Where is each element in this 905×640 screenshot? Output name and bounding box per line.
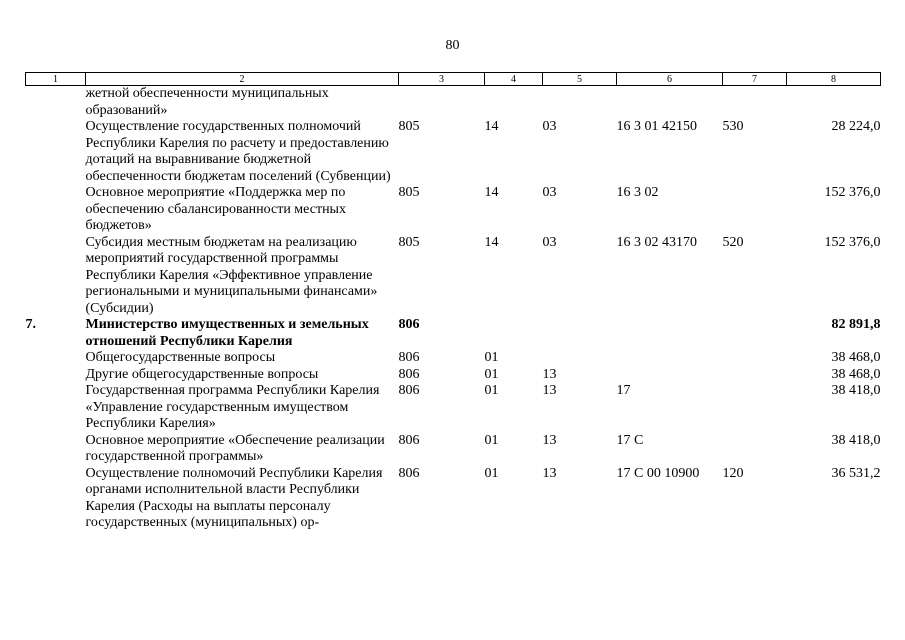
expense-type-code-cell	[723, 350, 787, 367]
expense-type-code-cell: 520	[722, 234, 744, 250]
row-number-cell	[26, 367, 86, 384]
section-code-cell	[485, 317, 543, 350]
row-number-cell	[26, 466, 86, 532]
target-article-code-cell: 17 С 00 10900	[616, 465, 700, 481]
subsection-code-cell: 13	[542, 465, 557, 481]
row-number-cell	[26, 119, 86, 185]
ministry-code-cell: 806	[398, 383, 420, 398]
row-number-cell	[26, 433, 86, 466]
target-article-code-cell	[617, 350, 723, 367]
subsection-code-cell: 13	[542, 383, 557, 398]
item-name-cell: Государственная программа Республики Карелия «Управление государственным имуществом Республики Карелия»	[85, 383, 380, 431]
ministry-code-cell: 806	[398, 366, 420, 382]
row-number-cell	[26, 350, 86, 367]
amount-cell: 152 376,0	[824, 185, 881, 200]
column-header-4: 4	[485, 73, 543, 86]
table-row	[26, 466, 881, 532]
target-article-code-cell: 16 3 02	[616, 185, 659, 200]
expense-type-code-cell	[723, 367, 787, 384]
amount-cell: 28 224,0	[831, 119, 881, 134]
table-body	[26, 86, 881, 532]
item-name-cell: Осуществление государственных полномочий Республики Карелия по расчету и предоставлению дотаций на выравнивание бюджетной обеспеченности бюджетам поселений (Субвенции)	[85, 119, 391, 184]
row-number-cell	[26, 185, 86, 235]
subsection-code-cell	[543, 86, 617, 120]
page-number: 80	[445, 38, 460, 53]
section-code-cell: 01	[484, 366, 499, 382]
section-code-cell: 14	[484, 119, 499, 134]
expense-type-code-cell	[723, 185, 787, 235]
column-header-7: 7	[723, 73, 787, 86]
column-header-1: 1	[26, 73, 86, 86]
row-number-cell	[26, 86, 86, 120]
expense-type-code-cell	[723, 317, 787, 350]
item-name-cell: жетной обеспеченности муниципальных образований»	[85, 86, 329, 118]
target-article-code-cell	[617, 86, 723, 120]
expense-type-code-cell	[723, 86, 787, 120]
subsection-code-cell: 03	[542, 234, 557, 250]
section-code-cell: 14	[484, 185, 499, 200]
table-row	[26, 317, 881, 350]
item-name-cell: Субсидия местным бюджетам на реализацию мероприятий государственной программы Республики Карелия «Эффективное управление региональными и муниципальными финансами» (Субсидии)	[85, 234, 378, 316]
amount-cell: 152 376,0	[824, 234, 881, 250]
subsection-code-cell: 13	[542, 432, 557, 448]
target-article-code-cell: 16 3 01 42150	[616, 119, 697, 134]
amount-cell: 82 891,8	[831, 317, 881, 332]
item-name-cell: Другие общегосударственные вопросы	[85, 366, 319, 382]
subsection-code-cell: 13	[542, 366, 557, 382]
ministry-code-cell: 805	[398, 234, 420, 250]
expense-type-code-cell	[723, 383, 787, 433]
amount-cell: 38 418,0	[831, 383, 881, 398]
item-name-cell: Министерство имущественных и земельных отношений Республики Карелия	[85, 317, 369, 349]
column-number-header	[26, 73, 881, 86]
table-row	[26, 185, 881, 235]
table-row	[26, 433, 881, 466]
amount-cell: 38 468,0	[831, 366, 881, 382]
ministry-code-cell	[399, 86, 485, 120]
table-row	[26, 86, 881, 120]
column-header-6: 6	[617, 73, 723, 86]
target-article-code-cell: 17	[616, 383, 631, 398]
expense-type-code-cell: 530	[722, 119, 744, 134]
ministry-code-cell: 806	[398, 465, 420, 481]
table-row	[26, 119, 881, 185]
target-article-code-cell: 17 С	[616, 432, 644, 448]
item-name-cell: Основное мероприятие «Поддержка мер по обеспечению сбалансированности местных бюджетов»	[85, 185, 346, 233]
amount-cell	[787, 86, 881, 120]
section-code-cell: 01	[484, 383, 499, 398]
subsection-code-cell: 03	[542, 185, 557, 200]
item-name-cell: Осуществление полномочий Республики Карелия органами исполнительной власти Республики Карелия (Расходы на выплаты персоналу государственных (муниципальных) ор-	[85, 465, 383, 530]
ministry-code-cell: 806	[398, 432, 420, 448]
expense-type-code-cell	[723, 433, 787, 466]
section-code-cell: 01	[484, 350, 499, 365]
section-code-cell: 01	[484, 465, 499, 481]
table-row	[26, 367, 881, 384]
ministry-code-cell: 805	[398, 119, 420, 134]
ministry-code-cell: 805	[398, 185, 420, 200]
ministry-code-cell: 806	[398, 350, 420, 365]
column-header-8: 8	[787, 73, 881, 86]
ministry-code-cell: 806	[398, 317, 420, 332]
section-code-cell: 14	[484, 234, 499, 250]
table-row	[26, 235, 881, 318]
table-row	[26, 383, 881, 433]
amount-cell: 38 418,0	[831, 432, 881, 448]
row-number-cell	[26, 383, 86, 433]
row-number-cell: 7.	[25, 317, 36, 332]
item-name-cell: Основное мероприятие «Обеспечение реализации государственной программы»	[85, 432, 385, 464]
subsection-code-cell	[543, 317, 617, 350]
target-article-code-cell	[617, 367, 723, 384]
expense-type-code-cell: 120	[722, 465, 744, 481]
column-header-3: 3	[399, 73, 485, 86]
target-article-code-cell	[617, 317, 723, 350]
section-code-cell	[485, 86, 543, 120]
subsection-code-cell: 03	[542, 119, 557, 134]
budget-table	[25, 72, 881, 532]
row-number-cell	[26, 235, 86, 318]
amount-cell: 36 531,2	[831, 465, 881, 481]
amount-cell: 38 468,0	[831, 350, 881, 365]
column-header-5: 5	[543, 73, 617, 86]
subsection-code-cell	[543, 350, 617, 367]
column-header-2: 2	[86, 73, 399, 86]
section-code-cell: 01	[484, 432, 499, 448]
item-name-cell: Общегосударственные вопросы	[85, 350, 276, 365]
target-article-code-cell: 16 3 02 43170	[616, 234, 697, 250]
table-row	[26, 350, 881, 367]
